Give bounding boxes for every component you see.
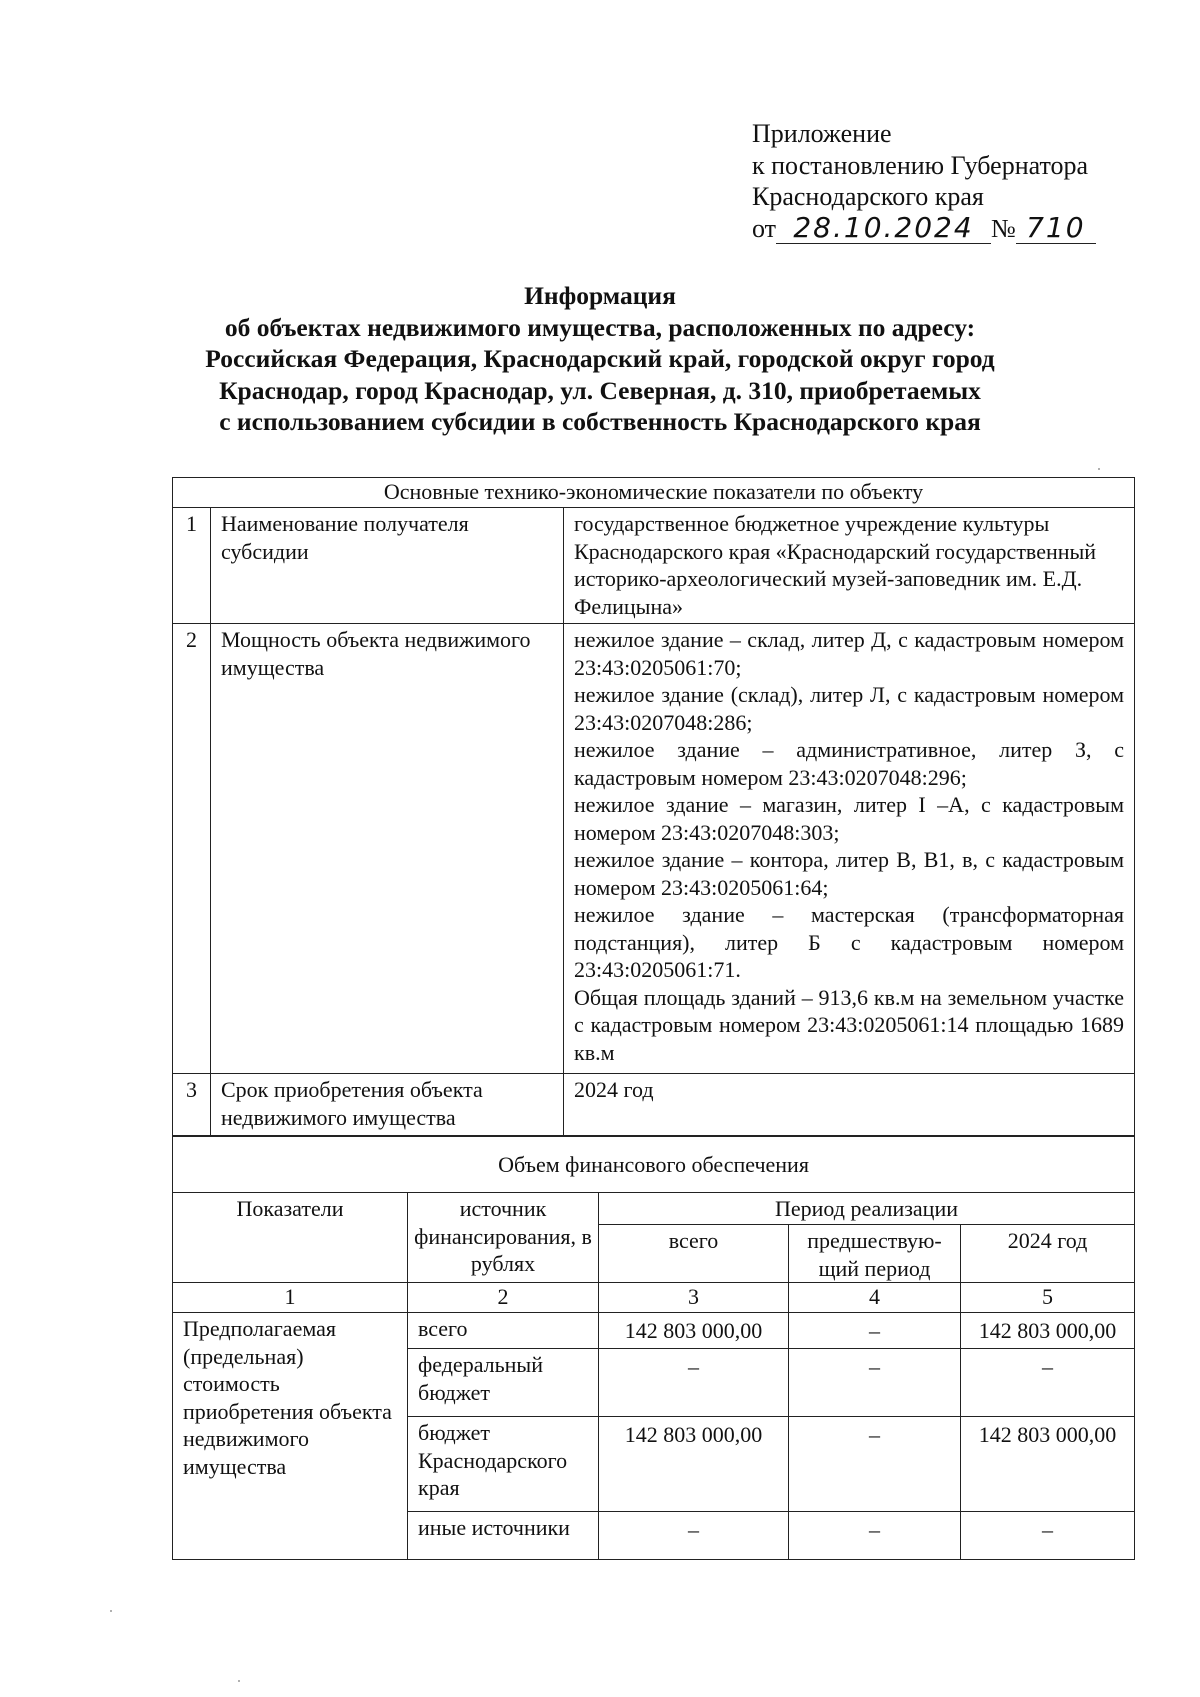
title-line: Российская Федерация, Краснодарский край, городской округ город	[205, 344, 995, 373]
row-number: 2	[173, 624, 211, 1074]
row-label: Предполагаемая (предельная) стоимость приобретения объекта недвижимого имущества	[173, 1313, 408, 1560]
col-year: 2024 год	[961, 1225, 1135, 1283]
column-number: 1	[173, 1283, 408, 1313]
title-line: Информация	[524, 281, 676, 310]
appendix-date-line	[752, 210, 1096, 245]
value-paragraph: нежилое здание (склад), литер Л, с кадастровым номером 23:43:0207048:286;	[574, 682, 1125, 735]
value-paragraph: нежилое здание – мастерская (трансформаторная подстанция), литер Б с кадастровым номером 23:43:0205061:71.	[574, 902, 1125, 982]
row-name: Срок приобретения объекта недвижимого имущества	[211, 1074, 564, 1136]
date-prefix: от	[752, 213, 777, 243]
year-cell: 142 803 000,00	[961, 1313, 1135, 1349]
row-value	[564, 508, 1135, 624]
row-number: 3	[173, 1074, 211, 1136]
source-cell: всего	[408, 1313, 599, 1349]
year-cell: –	[961, 1349, 1135, 1417]
value-paragraph: нежилое здание – контора, литер В, В1, в, с кадастровым номером 23:43:0205061:64;	[574, 847, 1125, 900]
row-name: Наименование получателя субсидии	[211, 508, 564, 624]
value-paragraph: нежилое здание – склад, литер Д, с кадастровым номером 23:43:0205061:70;	[574, 627, 1125, 680]
total-cell: –	[599, 1512, 789, 1560]
row-value	[564, 1074, 1135, 1136]
number-prefix: №	[991, 213, 1016, 243]
scan-speck	[1098, 468, 1100, 470]
row-number: 1	[173, 508, 211, 624]
value-paragraph: нежилое здание – магазин, литер I –А, с кадастровым номером 23:43:0207048:303;	[574, 792, 1125, 845]
total-cell: –	[599, 1349, 789, 1417]
appendix-line: Краснодарского края	[752, 182, 984, 211]
row-value	[564, 624, 1135, 1074]
finance-header: Объем финансового обеспечения	[173, 1137, 1135, 1193]
row-name: Мощность объекта недвижимого имущества	[211, 624, 564, 1074]
scan-speck	[238, 1680, 240, 1682]
previous-cell: –	[789, 1512, 961, 1560]
source-cell: бюджет Краснодарского края	[408, 1417, 599, 1512]
previous-cell: –	[789, 1349, 961, 1417]
col-source: источник финансирования, в рублях	[408, 1193, 599, 1283]
year-cell: –	[961, 1512, 1135, 1560]
column-number-row	[173, 1283, 1135, 1313]
col-period: Период реализации	[599, 1193, 1135, 1225]
indicators-header: Основные технико-экономические показатели по объекту	[173, 478, 1135, 508]
handwritten-number: 710	[1016, 213, 1096, 244]
previous-cell: –	[789, 1417, 961, 1512]
scan-speck	[110, 1610, 112, 1612]
col-previous: предшествую-щий период	[789, 1225, 961, 1283]
appendix-line: Приложение	[752, 119, 892, 148]
total-cell: 142 803 000,00	[599, 1417, 789, 1512]
value-paragraph: Общая площадь зданий – 913,6 кв.м на земельном участке с кадастровым номером 23:43:0205061:14 площадью 1689 кв.м	[574, 984, 1125, 1065]
source-cell: иные источники	[408, 1512, 599, 1560]
value-paragraph: нежилое здание – административное, литер З, с кадастровым номером 23:43:0207048:296;	[574, 737, 1125, 790]
column-number: 3	[599, 1283, 789, 1313]
document-title	[100, 280, 1100, 438]
finance-table	[172, 1136, 1135, 1560]
indicators-table	[172, 477, 1135, 1136]
title-line: с использованием субсидии в собственность Краснодарского края	[219, 407, 981, 436]
total-cell: 142 803 000,00	[599, 1313, 789, 1349]
value-paragraph: 2024 год	[574, 1077, 654, 1102]
title-line: об объектах недвижимого имущества, расположенных по адресу:	[224, 312, 976, 342]
table-row	[173, 1074, 1135, 1136]
appendix-block	[752, 118, 1096, 244]
table-row	[173, 1313, 1135, 1349]
title-line: Краснодар, город Краснодар, ул. Северная, д. 310, приобретаемых	[219, 375, 981, 405]
column-number: 4	[789, 1283, 961, 1313]
column-number: 5	[961, 1283, 1135, 1313]
table-row	[173, 508, 1135, 624]
handwritten-date: 28.10.2024	[776, 213, 991, 244]
previous-cell: –	[789, 1313, 961, 1349]
year-cell: 142 803 000,00	[961, 1417, 1135, 1512]
column-number: 2	[408, 1283, 599, 1313]
col-indicators: Показатели	[173, 1193, 408, 1283]
appendix-line: к постановлению Губернатора	[752, 150, 1089, 180]
table-row	[173, 624, 1135, 1074]
source-cell: федеральный бюджет	[408, 1349, 599, 1417]
value-paragraph: государственное бюджетное учреждение культуры Краснодарского края «Краснодарский государственный историко-археологический музей-заповедник им. Е.Д. Фелицына»	[574, 511, 1097, 619]
col-total: всего	[599, 1225, 789, 1283]
